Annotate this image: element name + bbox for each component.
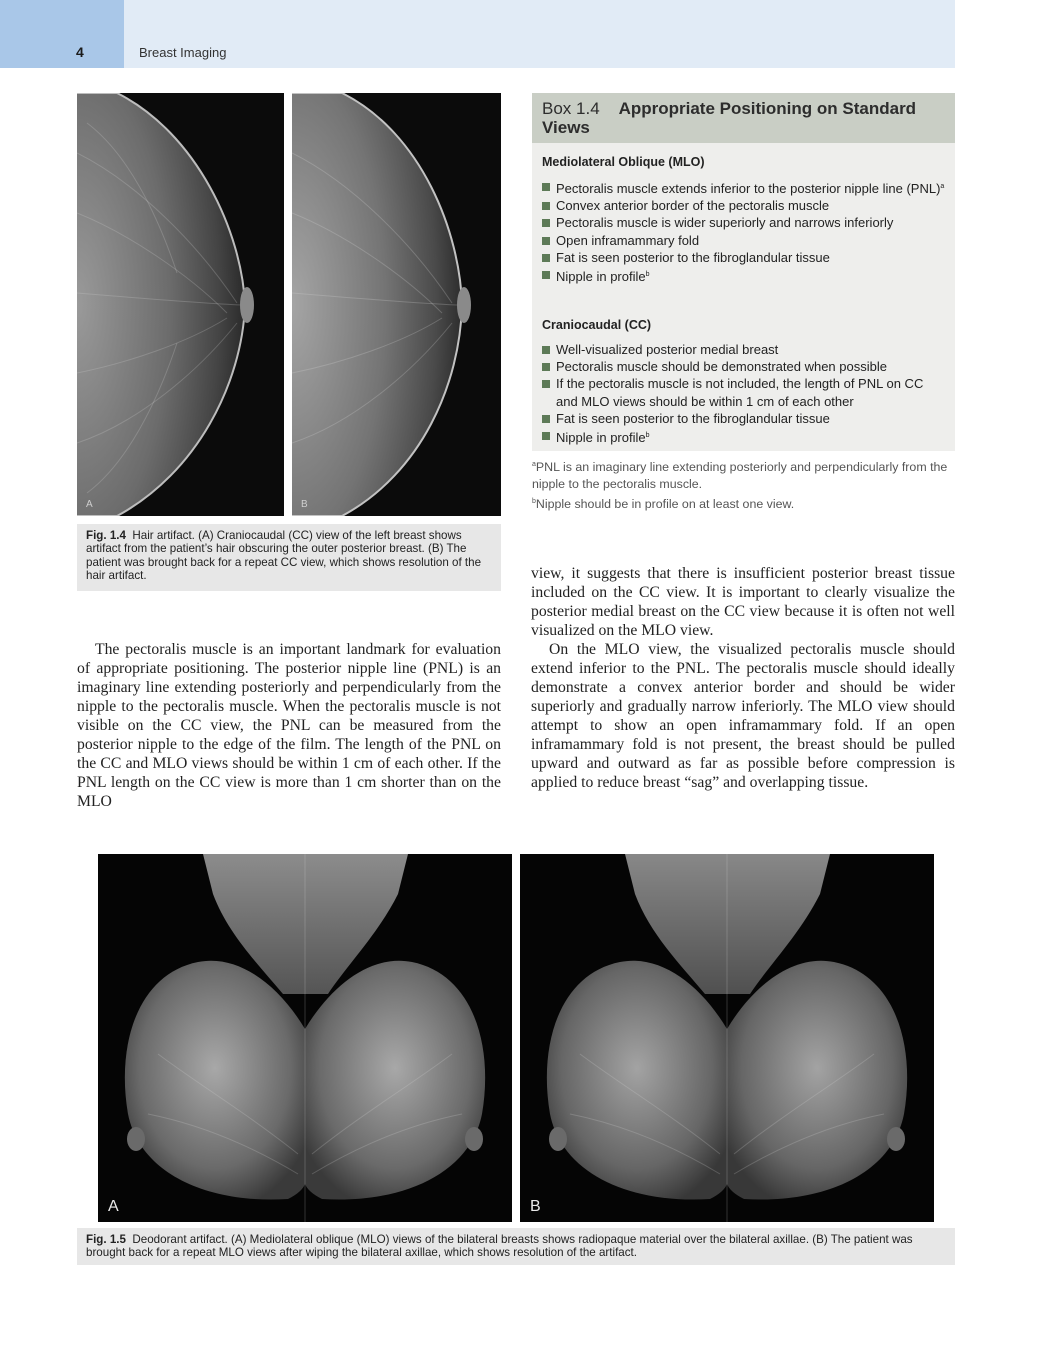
- fig-1-5-caption-label: Fig. 1.5: [86, 1233, 126, 1246]
- footnote-a: [532, 456, 956, 493]
- right-column: [531, 564, 955, 792]
- right-paragraph-1: view, it suggests that there is insufficient posterior breast tissue included on the CC view. It is important to clearly visualize the posterior medial breast on the CC view because it is often not well visualized on the MLO view.: [531, 565, 955, 639]
- fig-1-4-panel-a-image: [77, 93, 284, 516]
- mlo-heading: Mediolateral Oblique (MLO): [542, 155, 705, 169]
- footnote-b-mark: b: [532, 498, 536, 505]
- box-list-item: Pectoralis muscle is wider superiorly and narrows inferiorly: [542, 214, 947, 231]
- fig-1-5-panel-a-image: [98, 854, 512, 1222]
- box-list-item: Nipple in profile$^b$: [542, 427, 947, 446]
- header-tab: [0, 0, 124, 68]
- fig-1-4-caption-label: Fig. 1.4: [86, 529, 126, 542]
- box-list-item: Fat is seen posterior to the fibroglandular tissue: [542, 249, 947, 266]
- footnote-b-text: Nipple should be in profile on at least one view.: [535, 497, 795, 511]
- fig-1-4-caption: [77, 524, 501, 591]
- box-list-item: Open inframammary fold: [542, 232, 947, 249]
- box-1-4: [532, 93, 955, 451]
- footnote-mark: a: [940, 183, 945, 190]
- box-header: [532, 93, 955, 143]
- box-list-item: Nipple in profile$^b$: [542, 266, 947, 285]
- box-footnotes: [532, 456, 956, 513]
- fig-1-4-caption-text: Hair artifact. (A) Craniocaudal (CC) view of the left breast shows artifact from the patient’s hair obscuring the outer posterior breast. (B) The patient was brought back for a repeat CC view, which shows resolution of the hair artifact.: [86, 529, 482, 583]
- footnote-mark: b: [645, 271, 650, 279]
- footnote-a-mark: a: [532, 461, 536, 468]
- mlo-list: [542, 178, 947, 285]
- right-paragraph-2: On the MLO view, the visualized pectoralis muscle should extend inferior to the PNL. The pectoralis muscle should ideally demonstrate a convex anterior border and should be wider superiorly and gradually narrow inferiorly. The MLO view should attempt to show an open inframammary fold. If an open inframammary fold is not present, the breast should be pulled upward and outward as far as possible before compression is applied to reduce breast “sag” and overlapping tissue.: [531, 641, 955, 791]
- footnote-mark: b: [645, 432, 650, 440]
- running-title: Breast Imaging: [139, 45, 227, 60]
- left-column: [77, 640, 501, 811]
- fig-1-4-panel-b-image: [292, 93, 501, 516]
- panel-letter-a: A: [86, 499, 93, 510]
- box-list-item: Convex anterior border of the pectoralis muscle: [542, 197, 947, 214]
- box-number: Box 1.4: [542, 99, 600, 118]
- panel-letter-a: A: [108, 1198, 119, 1215]
- page-number: 4: [76, 44, 84, 60]
- box-list-item: Fat is seen posterior to the fibroglandular tissue: [542, 410, 947, 427]
- footnote-b: [532, 493, 956, 513]
- cc-heading: Craniocaudal (CC): [542, 318, 652, 332]
- panel-letter-b: B: [301, 499, 308, 510]
- box-list-item: Pectoralis muscle should be demonstrated when possible: [542, 358, 947, 375]
- panel-letter-b: B: [530, 1198, 541, 1215]
- box-title: Appropriate Positioning on Standard Views: [542, 99, 917, 137]
- fig-1-5-panel-b-image: [520, 854, 934, 1222]
- fig-1-5-caption: [77, 1228, 955, 1265]
- box-list-item: Pectoralis muscle extends inferior to the posterior nipple line (PNL)$^a$: [542, 178, 947, 197]
- box-list-item: Well-visualized posterior medial breast: [542, 341, 947, 358]
- footnote-a-text: PNL is an imaginary line extending posteriorly and perpendicularly from the nipple to the pectoralis muscle.: [532, 460, 948, 491]
- fig-1-5-caption-text: Deodorant artifact. (A) Mediolateral oblique (MLO) views of the bilateral breasts shows radiopaque material over the bilateral axillae. (B) The patient was brought back for a repeat MLO views after wiping the bilateral axillae, which shows resolution of the artifact.: [86, 1233, 913, 1260]
- box-list-item: If the pectoralis muscle is not included, the length of PNL on CC and MLO views should be within 1 cm of each other: [542, 375, 947, 409]
- cc-list: [542, 341, 947, 446]
- left-paragraph: The pectoralis muscle is an important landmark for evaluation of appropriate positioning. The posterior nipple line (PNL) is an imaginary line extending posteriorly and perpendicularly from the nipple to the pectoralis muscle. When the pectoralis muscle is not visible on the CC view, the PNL can be measured from the posterior nipple to the edge of the film. The length of the PNL on the CC and MLO views should be within 1 cm of each other. If the PNL length on the CC view is more than 1 cm shorter than on the MLO: [77, 641, 501, 810]
